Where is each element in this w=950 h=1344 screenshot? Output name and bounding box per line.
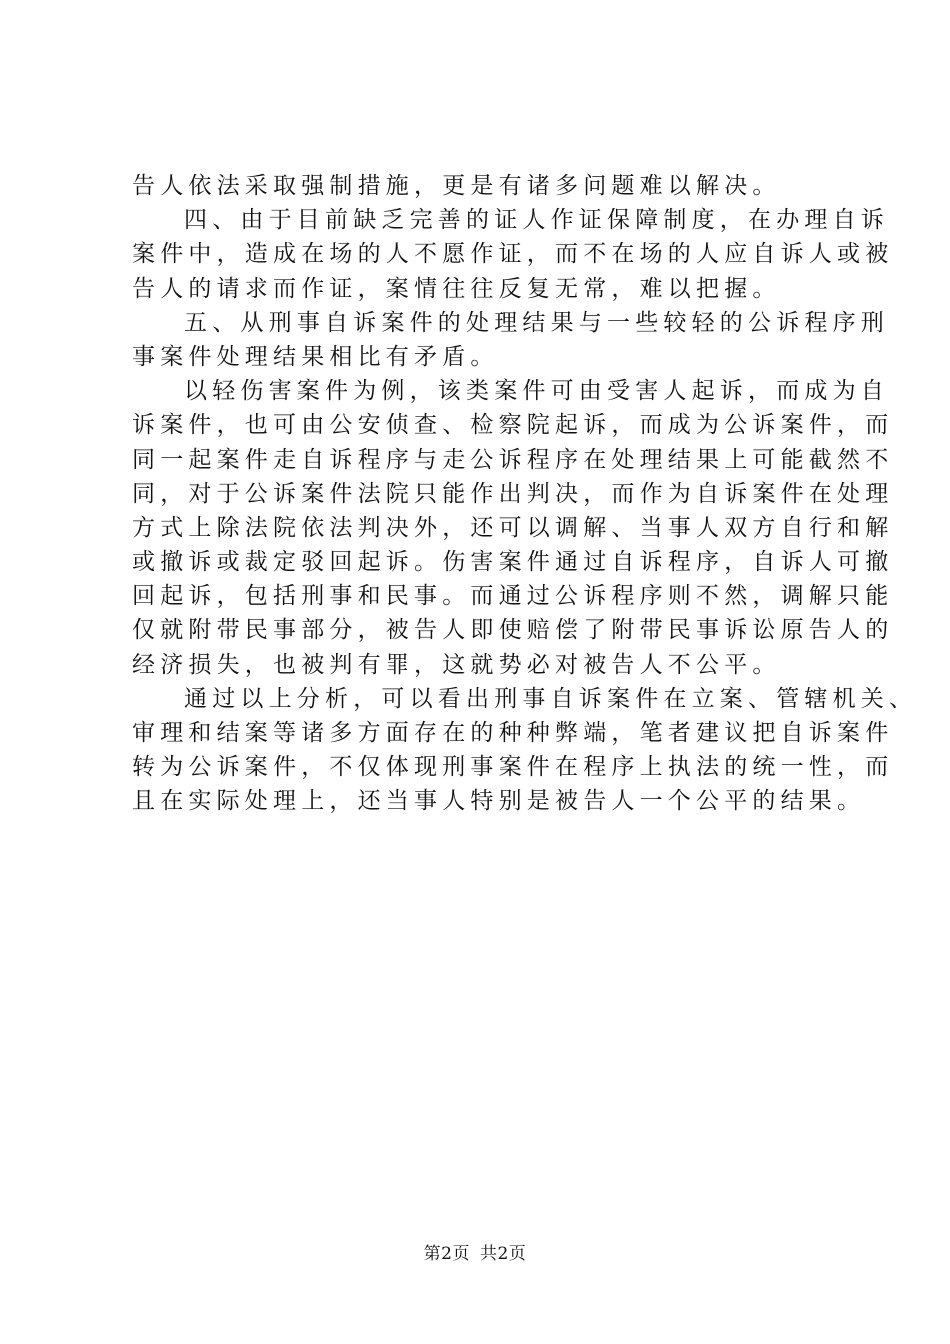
text-line: 同，对于公诉案件法院只能作出判决，而作为自诉案件在处理 bbox=[132, 480, 894, 507]
text-line: 转为公诉案件，不仅体现刑事案件在程序上执法的统一性，而 bbox=[132, 754, 894, 781]
text-line: 或撤诉或裁定驳回起诉。伤害案件通过自诉程序，自诉人可撤 bbox=[132, 549, 894, 576]
paragraph-conclusion-line: 通过以上分析，可以看出刑事自诉案件在立案、管辖机关、 bbox=[184, 685, 918, 712]
page-number: 第2页 bbox=[423, 1244, 470, 1264]
text-line: 诉案件，也可由公安侦查、检察院起诉，而成为公诉案件，而 bbox=[132, 412, 894, 439]
document-body bbox=[132, 169, 918, 819]
text-line: 仅就附带民事部分，被告人即使赔偿了附带民事诉讼原告人的 bbox=[132, 617, 894, 644]
paragraph-5-line: 五、从刑事自诉案件的处理结果与一些较轻的公诉程序刑 bbox=[184, 309, 889, 336]
page-footer bbox=[0, 1242, 950, 1266]
text-line: 案件中，造成在场的人不愿作证，而不在场的人应自诉人或被 bbox=[132, 241, 894, 268]
text-line: 审理和结案等诸多方面存在的种种弊端，笔者建议把自诉案件 bbox=[132, 720, 894, 746]
text-line: 方式上除法院依法判决外，还可以调解、当事人双方自行和解 bbox=[132, 514, 894, 541]
text-line: 回起诉，包括刑事和民事。而通过公诉程序则不然，调解只能 bbox=[132, 583, 894, 610]
paragraph-4-line: 四、由于目前缺乏完善的证人作证保障制度，在办理自诉 bbox=[184, 207, 889, 234]
text-line: 告人的请求而作证，案情往往反复无常，难以把握。 bbox=[132, 275, 781, 302]
text-line: 告人依法采取强制措施，更是有诸多问题难以解决。 bbox=[132, 173, 781, 199]
page-total: 共2页 bbox=[480, 1244, 527, 1264]
text-line: 同一起案件走自诉程序与走公诉程序在处理结果上可能截然不 bbox=[132, 446, 894, 473]
paragraph-example-line: 以轻伤害案件为例，该类案件可由受害人起诉，而成为自 bbox=[184, 378, 889, 405]
text-line: 且在实际处理上，还当事人特别是被告人一个公平的结果。 bbox=[132, 788, 866, 815]
text-line: 事案件处理结果相比有矛盾。 bbox=[132, 343, 499, 370]
text-line: 经济损失，也被判有罪，这就势必对被告人不公平。 bbox=[132, 651, 781, 678]
